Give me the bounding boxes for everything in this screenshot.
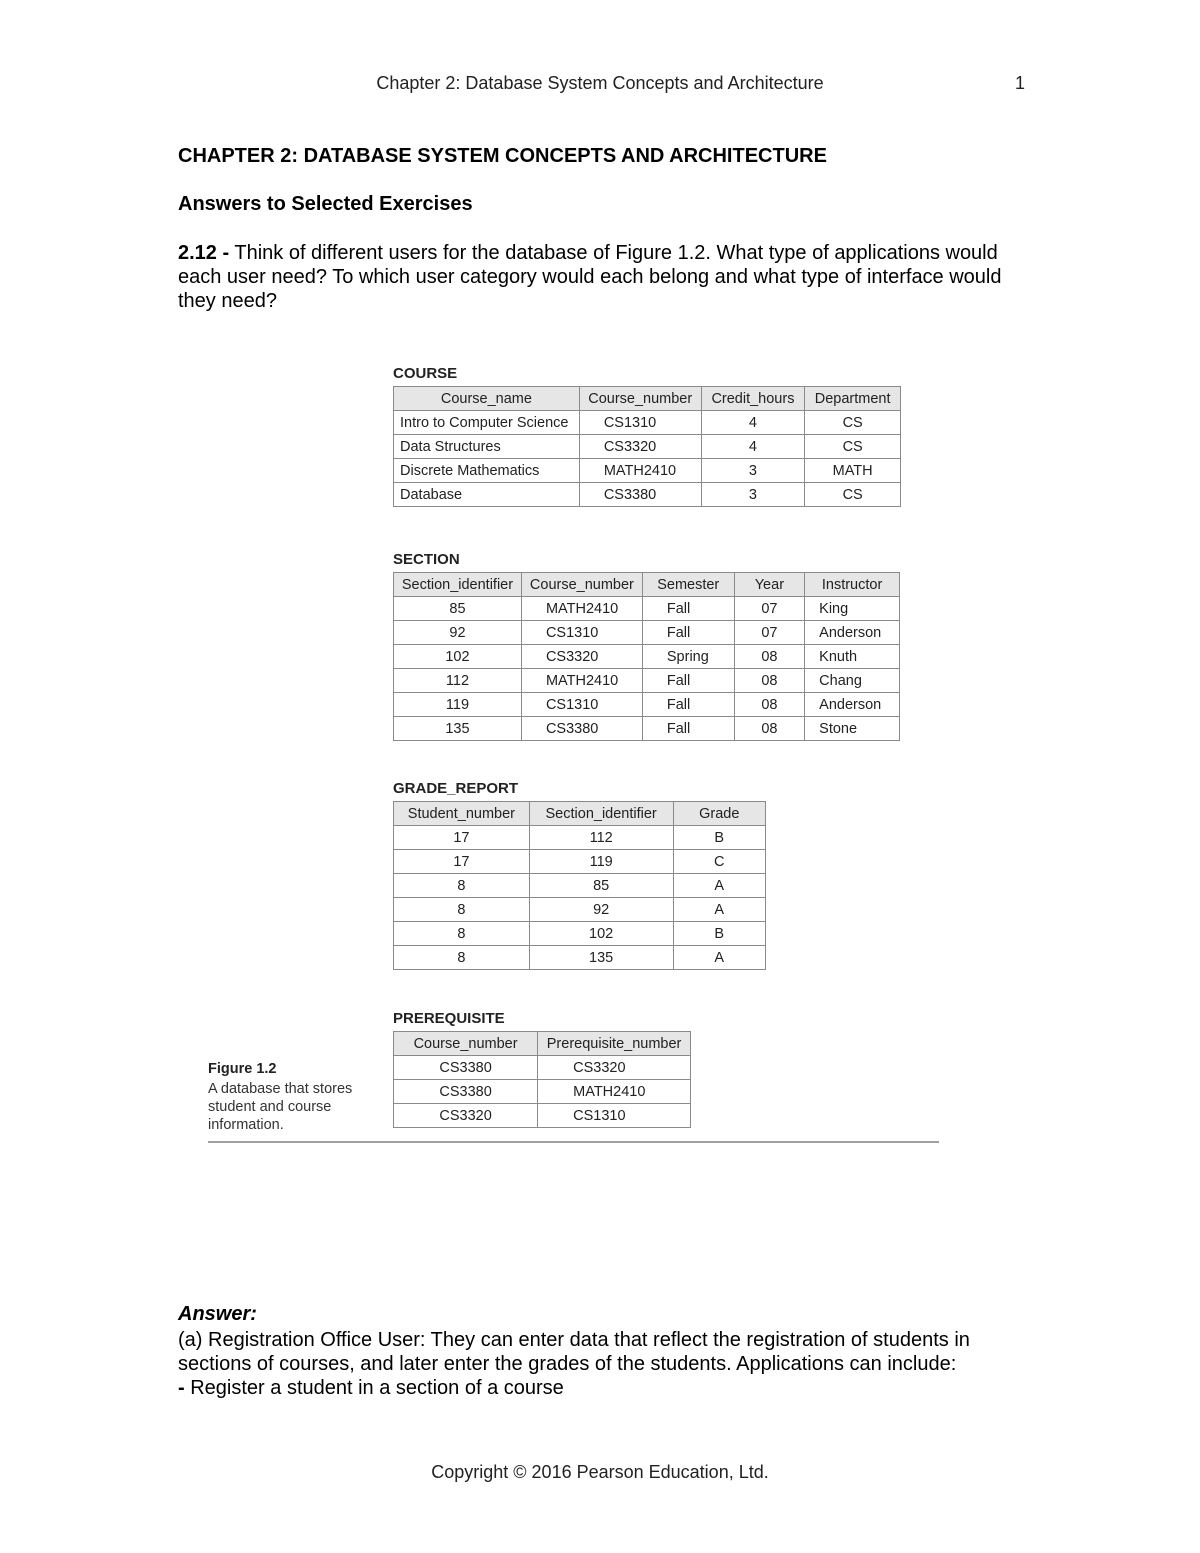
- table-cell: 102: [529, 922, 673, 946]
- table-cell: CS3320: [521, 645, 642, 669]
- course-table-caption: COURSE: [393, 365, 458, 382]
- table-cell: Fall: [642, 693, 734, 717]
- table-cell: Anderson: [805, 693, 900, 717]
- table-cell: King: [805, 597, 900, 621]
- table-cell: Database: [394, 483, 580, 507]
- table-row: [394, 874, 766, 898]
- table-cell: 92: [529, 898, 673, 922]
- table-cell: Fall: [642, 597, 734, 621]
- table-cell: 119: [394, 693, 522, 717]
- column-header: Course_number: [394, 1032, 538, 1056]
- section-table: [393, 572, 900, 741]
- table-cell: CS: [805, 411, 901, 435]
- table-cell: CS1310: [521, 621, 642, 645]
- table-row: [394, 1080, 691, 1104]
- table-cell: 07: [734, 621, 805, 645]
- bullet-marker: -: [178, 1377, 185, 1399]
- table-cell: 3: [701, 459, 805, 483]
- table-cell: CS: [805, 435, 901, 459]
- column-header: Section_identifier: [394, 573, 522, 597]
- page-number: 1: [1015, 73, 1026, 93]
- figure-description: A database that stores student and course information.: [208, 1081, 353, 1133]
- table-cell: Discrete Mathematics: [394, 459, 580, 483]
- table-cell: Intro to Computer Science: [394, 411, 580, 435]
- table-cell: CS3380: [394, 1080, 538, 1104]
- table-row: [394, 597, 900, 621]
- table-row: [394, 483, 901, 507]
- table-cell: 8: [394, 922, 530, 946]
- table-cell: CS3380: [394, 1056, 538, 1080]
- running-header: Chapter 2: Database System Concepts and Architecture: [376, 73, 824, 93]
- table-cell: A: [673, 874, 765, 898]
- column-header: Section_identifier: [529, 802, 673, 826]
- table-header-row: [394, 573, 900, 597]
- table-cell: Fall: [642, 669, 734, 693]
- answer-paragraph: (a) Registration Office User: They can enter data that reflect the registration of students in sections of courses, and later enter the grades of the students. Applications can include:: [178, 1329, 970, 1375]
- table-cell: 119: [529, 850, 673, 874]
- table-cell: 17: [394, 826, 530, 850]
- table-cell: Spring: [642, 645, 734, 669]
- column-header: Student_number: [394, 802, 530, 826]
- table-cell: 135: [529, 946, 673, 970]
- column-header: Department: [805, 387, 901, 411]
- grade-report-table-caption: GRADE_REPORT: [393, 780, 519, 797]
- column-header: Instructor: [805, 573, 900, 597]
- table-cell: 08: [734, 693, 805, 717]
- table-cell: 135: [394, 717, 522, 741]
- table-cell: B: [673, 826, 765, 850]
- table-cell: CS3380: [521, 717, 642, 741]
- table-row: [394, 435, 901, 459]
- column-header: Course_number: [521, 573, 642, 597]
- column-header: Year: [734, 573, 805, 597]
- table-cell: 102: [394, 645, 522, 669]
- table-cell: Fall: [642, 717, 734, 741]
- table-cell: Anderson: [805, 621, 900, 645]
- figure-divider: [208, 1141, 939, 1143]
- table-cell: Chang: [805, 669, 900, 693]
- table-cell: 112: [394, 669, 522, 693]
- table-row: [394, 826, 766, 850]
- table-row: [394, 669, 900, 693]
- table-cell: MATH2410: [579, 459, 701, 483]
- table-row: [394, 621, 900, 645]
- table-header-row: [394, 802, 766, 826]
- prerequisite-table-caption: PREREQUISITE: [393, 1010, 505, 1027]
- grade-report-table: [393, 801, 766, 970]
- table-cell: MATH2410: [538, 1080, 691, 1104]
- answer-heading: Answer:: [178, 1303, 257, 1325]
- bullet-text: Register a student in a section of a course: [184, 1377, 564, 1399]
- section-title: Answers to Selected Exercises: [178, 193, 473, 215]
- answer-body: [178, 1328, 1038, 1400]
- table-cell: MATH2410: [521, 597, 642, 621]
- table-cell: 92: [394, 621, 522, 645]
- table-cell: CS1310: [579, 411, 701, 435]
- table-cell: CS1310: [521, 693, 642, 717]
- table-row: [394, 850, 766, 874]
- table-cell: 08: [734, 645, 805, 669]
- prerequisite-table: [393, 1031, 691, 1128]
- table-cell: CS: [805, 483, 901, 507]
- table-cell: 85: [394, 597, 522, 621]
- table-cell: 8: [394, 946, 530, 970]
- table-row: [394, 946, 766, 970]
- exercise-text: Think of different users for the database of Figure 1.2. What type of applications would each user need? To which user category would each belong and what type of interface would they need?: [178, 242, 1002, 312]
- table-cell: MATH: [805, 459, 901, 483]
- table-cell: CS3380: [579, 483, 701, 507]
- table-cell: 8: [394, 874, 530, 898]
- column-header: Credit_hours: [701, 387, 805, 411]
- table-cell: C: [673, 850, 765, 874]
- table-cell: Knuth: [805, 645, 900, 669]
- table-cell: CS3320: [394, 1104, 538, 1128]
- table-cell: 08: [734, 717, 805, 741]
- table-row: [394, 1104, 691, 1128]
- table-cell: A: [673, 898, 765, 922]
- table-cell: CS3320: [538, 1056, 691, 1080]
- table-row: [394, 645, 900, 669]
- table-cell: 112: [529, 826, 673, 850]
- table-cell: Data Structures: [394, 435, 580, 459]
- table-cell: 08: [734, 669, 805, 693]
- table-row: [394, 898, 766, 922]
- table-cell: Fall: [642, 621, 734, 645]
- column-header: Semester: [642, 573, 734, 597]
- table-cell: B: [673, 922, 765, 946]
- course-table: [393, 386, 901, 507]
- table-cell: 4: [701, 411, 805, 435]
- table-cell: Stone: [805, 717, 900, 741]
- table-cell: MATH2410: [521, 669, 642, 693]
- table-cell: A: [673, 946, 765, 970]
- table-cell: CS3320: [579, 435, 701, 459]
- table-row: [394, 693, 900, 717]
- table-cell: 3: [701, 483, 805, 507]
- table-header-row: [394, 1032, 691, 1056]
- table-cell: 07: [734, 597, 805, 621]
- exercise-question: [178, 241, 1038, 313]
- table-row: [394, 922, 766, 946]
- answer-bullet: [178, 1376, 1038, 1400]
- section-table-caption: SECTION: [393, 551, 460, 568]
- table-cell: 4: [701, 435, 805, 459]
- column-header: Course_name: [394, 387, 580, 411]
- table-cell: 85: [529, 874, 673, 898]
- column-header: Prerequisite_number: [538, 1032, 691, 1056]
- figure-label: Figure 1.2: [208, 1061, 277, 1077]
- table-header-row: [394, 387, 901, 411]
- copyright-footer: Copyright © 2016 Pearson Education, Ltd.: [431, 1462, 769, 1482]
- table-row: [394, 459, 901, 483]
- exercise-number: 2.12 -: [178, 242, 230, 264]
- column-header: Grade: [673, 802, 765, 826]
- table-row: [394, 1056, 691, 1080]
- table-row: [394, 411, 901, 435]
- table-cell: CS1310: [538, 1104, 691, 1128]
- table-cell: 8: [394, 898, 530, 922]
- chapter-title: CHAPTER 2: DATABASE SYSTEM CONCEPTS AND ARCHITECTURE: [178, 145, 827, 167]
- column-header: Course_number: [579, 387, 701, 411]
- table-row: [394, 717, 900, 741]
- table-cell: 17: [394, 850, 530, 874]
